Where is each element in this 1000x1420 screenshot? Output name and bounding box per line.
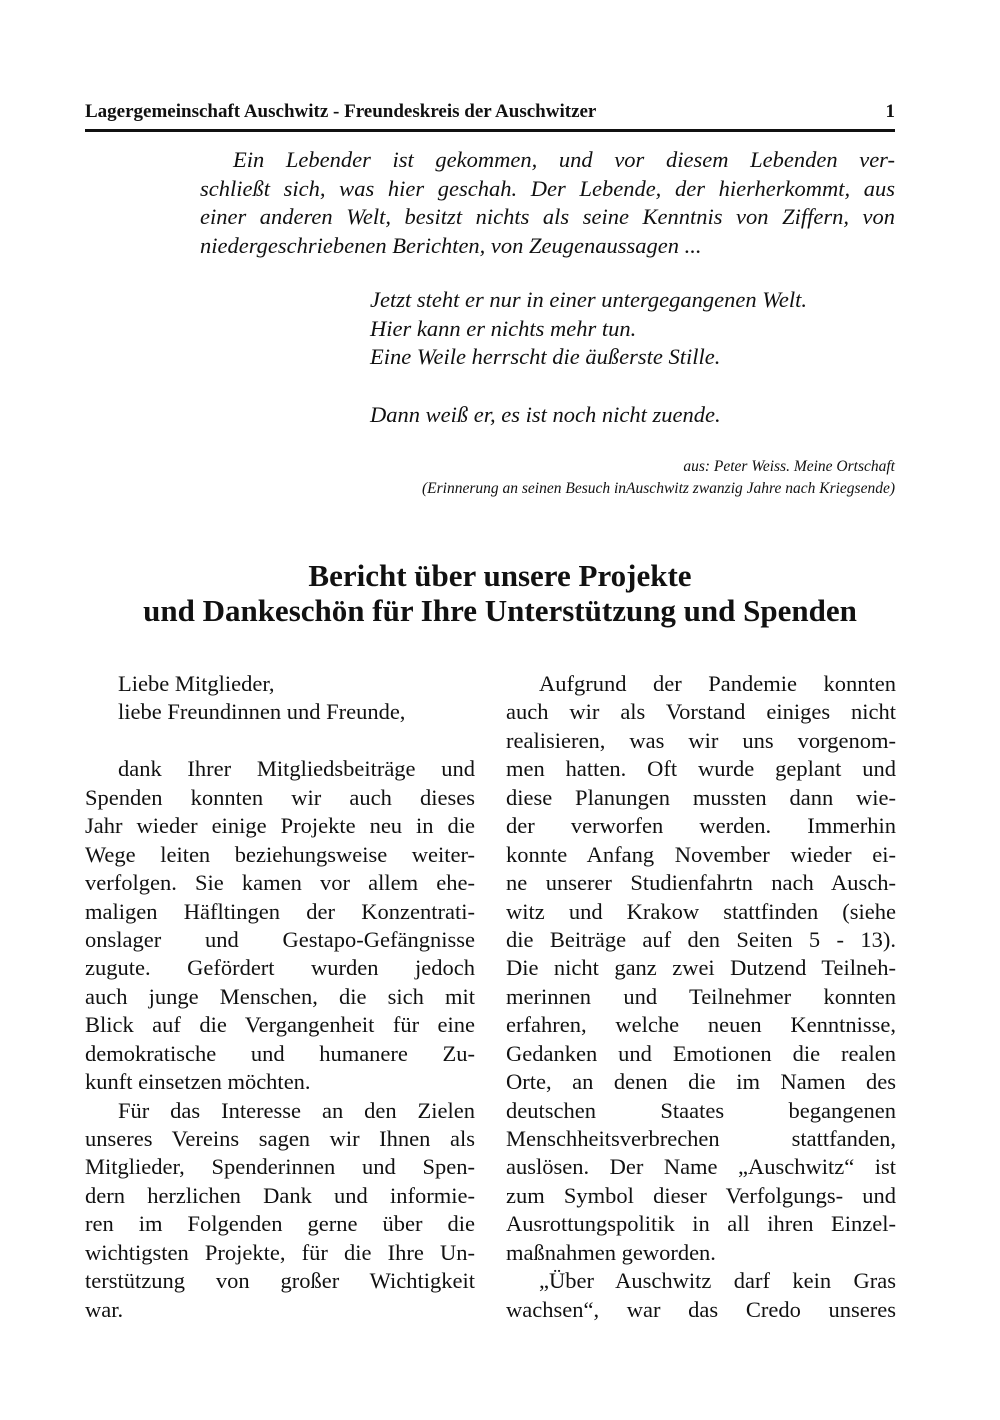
paragraph-line: onslager und Gestapo-Gefängnisse xyxy=(85,926,475,952)
paragraph-line: Jahr wieder einige Projekte neu in die xyxy=(85,813,475,839)
paragraph-line: Orte, an denen die im Namen des xyxy=(506,1069,896,1095)
epigraph-block-2 xyxy=(370,286,890,430)
paragraph-line: Für das Interesse an den Zielen xyxy=(118,1097,475,1123)
paragraph-line: dern herzlichen Dank und informie- xyxy=(85,1182,475,1208)
paragraph-line: wichtigsten Projekte, für die Ihre Un- xyxy=(85,1239,475,1265)
paragraph-line: ne unserer Studienfahrtn nach Ausch- xyxy=(506,870,896,896)
paragraph-line: dank Ihrer Mitgliedsbeiträge und xyxy=(118,756,475,782)
paragraph-line: zugute. Gefördert wurden jedoch xyxy=(85,955,475,981)
greeting-line: liebe Freundinnen und Freunde, xyxy=(118,699,406,725)
epigraph-attribution xyxy=(422,456,895,500)
paragraph-line: unseres Vereins sagen wir Ihnen als xyxy=(85,1126,475,1151)
epigraph-line: Jetzt steht er nur in einer untergegangenen Welt. xyxy=(370,287,807,312)
paragraph-line: realisieren, was wir uns vorgenom- xyxy=(506,727,896,753)
paragraph-line: auslösen. Der Name „Auschwitz“ ist xyxy=(506,1154,896,1180)
paragraph-line: kunft einsetzen möchten. xyxy=(85,1069,311,1095)
paragraph-line: erfahren, welche neuen Kenntnisse, xyxy=(506,1012,896,1038)
epigraph-block-1 xyxy=(200,146,895,261)
paragraph-line: zum Symbol dieser Verfolgungs- und xyxy=(506,1182,896,1208)
epigraph-line: Dann weiß er, es ist noch nicht zuende. xyxy=(370,402,721,428)
epigraph-line: Hier kann er nichts mehr tun. xyxy=(370,315,637,341)
paragraph-line: verfolgen. Sie kamen vor allem ehe- xyxy=(85,870,475,896)
paragraph-line: Spenden konnten wir auch dieses xyxy=(85,784,475,810)
paragraph-line: maßnahmen geworden. xyxy=(506,1239,716,1265)
paragraph-line: Ausrottungspolitik in all ihren Einzel- xyxy=(506,1211,896,1237)
paragraph-line: Menschheitsverbrechen stattfanden, xyxy=(506,1126,896,1151)
running-header xyxy=(85,101,895,123)
paragraph-line: Gedanken und Emotionen die realen xyxy=(506,1040,896,1066)
paragraph-line: konnte Anfang November wieder ei- xyxy=(506,841,896,867)
paragraph-line: Die nicht ganz zwei Dutzend Teilneh- xyxy=(506,955,896,981)
title-line-1: Bericht über unsere Projekte xyxy=(308,558,692,593)
paragraph-line: maligen Häfltingen der Konzentrati- xyxy=(85,898,475,924)
header-rule xyxy=(85,129,895,132)
paragraph-line: Mitglieder, Spenderinnen und Spen- xyxy=(85,1154,475,1180)
paragraph-line: witz und Krakow stattfinden (siehe xyxy=(506,898,896,924)
paragraph-line: auch wir als Vorstand einiges nicht xyxy=(506,699,896,725)
epigraph-line: Ein Lebender ist gekommen, und vor diesem Lebenden ver- xyxy=(233,147,895,172)
epigraph-line: schließt sich, was hier geschah. Der Lebende, der hierherkommt, aus xyxy=(200,175,895,201)
header-title: Lagergemeinschaft Auschwitz - Freundeskreis der Auschwitzer xyxy=(85,101,597,122)
attribution-note: (Erinnerung an seinen Besuch inAuschwitz zwanzig Jahre nach Kriegsende) xyxy=(422,480,895,497)
paragraph-line: demokratische und humanere Zu- xyxy=(85,1040,475,1066)
article-title xyxy=(0,558,1000,628)
page-number: 1 xyxy=(885,101,895,122)
paragraph-line: auch junge Menschen, die sich mit xyxy=(85,983,475,1009)
attribution-source: aus: Peter Weiss. Meine Ortschaft xyxy=(683,458,895,475)
paragraph-line: ren im Folgenden gerne über die xyxy=(85,1211,475,1237)
epigraph-line: einer anderen Welt, besitzt nichts als seine Kenntnis von Ziffern, von xyxy=(200,204,895,230)
paragraph-line: terstützung von großer Wichtigkeit xyxy=(85,1268,475,1294)
epigraph-line: niedergeschriebenen Berichten, von Zeugenaussagen ... xyxy=(200,233,702,259)
epigraph-line: Eine Weile herrscht die äußerste Stille. xyxy=(370,344,721,370)
title-line-2: und Dankeschön für Ihre Unterstützung und Spenden xyxy=(143,593,857,628)
right-column xyxy=(506,670,896,1324)
paragraph-line: Blick auf die Vergangenheit für eine xyxy=(85,1012,475,1038)
paragraph-line: men hatten. Oft wurde geplant und xyxy=(506,756,896,782)
paragraph-line: war. xyxy=(85,1296,124,1322)
left-column xyxy=(85,670,475,1324)
paragraph-line: wachsen“, war das Credo unseres xyxy=(506,1296,896,1322)
paragraph-line: deutschen Staates begangenen xyxy=(506,1097,896,1123)
greeting-line: Liebe Mitglieder, xyxy=(118,671,275,696)
paragraph-line: merinnen und Teilnehmer konnten xyxy=(506,983,896,1009)
blank-line xyxy=(85,727,475,755)
paragraph-line: „Über Auschwitz darf kein Gras xyxy=(539,1268,896,1294)
paragraph-line: Wege leiten beziehungsweise weiter- xyxy=(85,841,475,867)
paragraph-line: diese Planungen mussten dann wie- xyxy=(506,784,896,810)
paragraph-line: der verworfen werden. Immerhin xyxy=(506,813,896,839)
paragraph-line: die Beiträge auf den Seiten 5 - 13). xyxy=(506,926,896,952)
paragraph-line: Aufgrund der Pandemie konnten xyxy=(539,671,896,696)
